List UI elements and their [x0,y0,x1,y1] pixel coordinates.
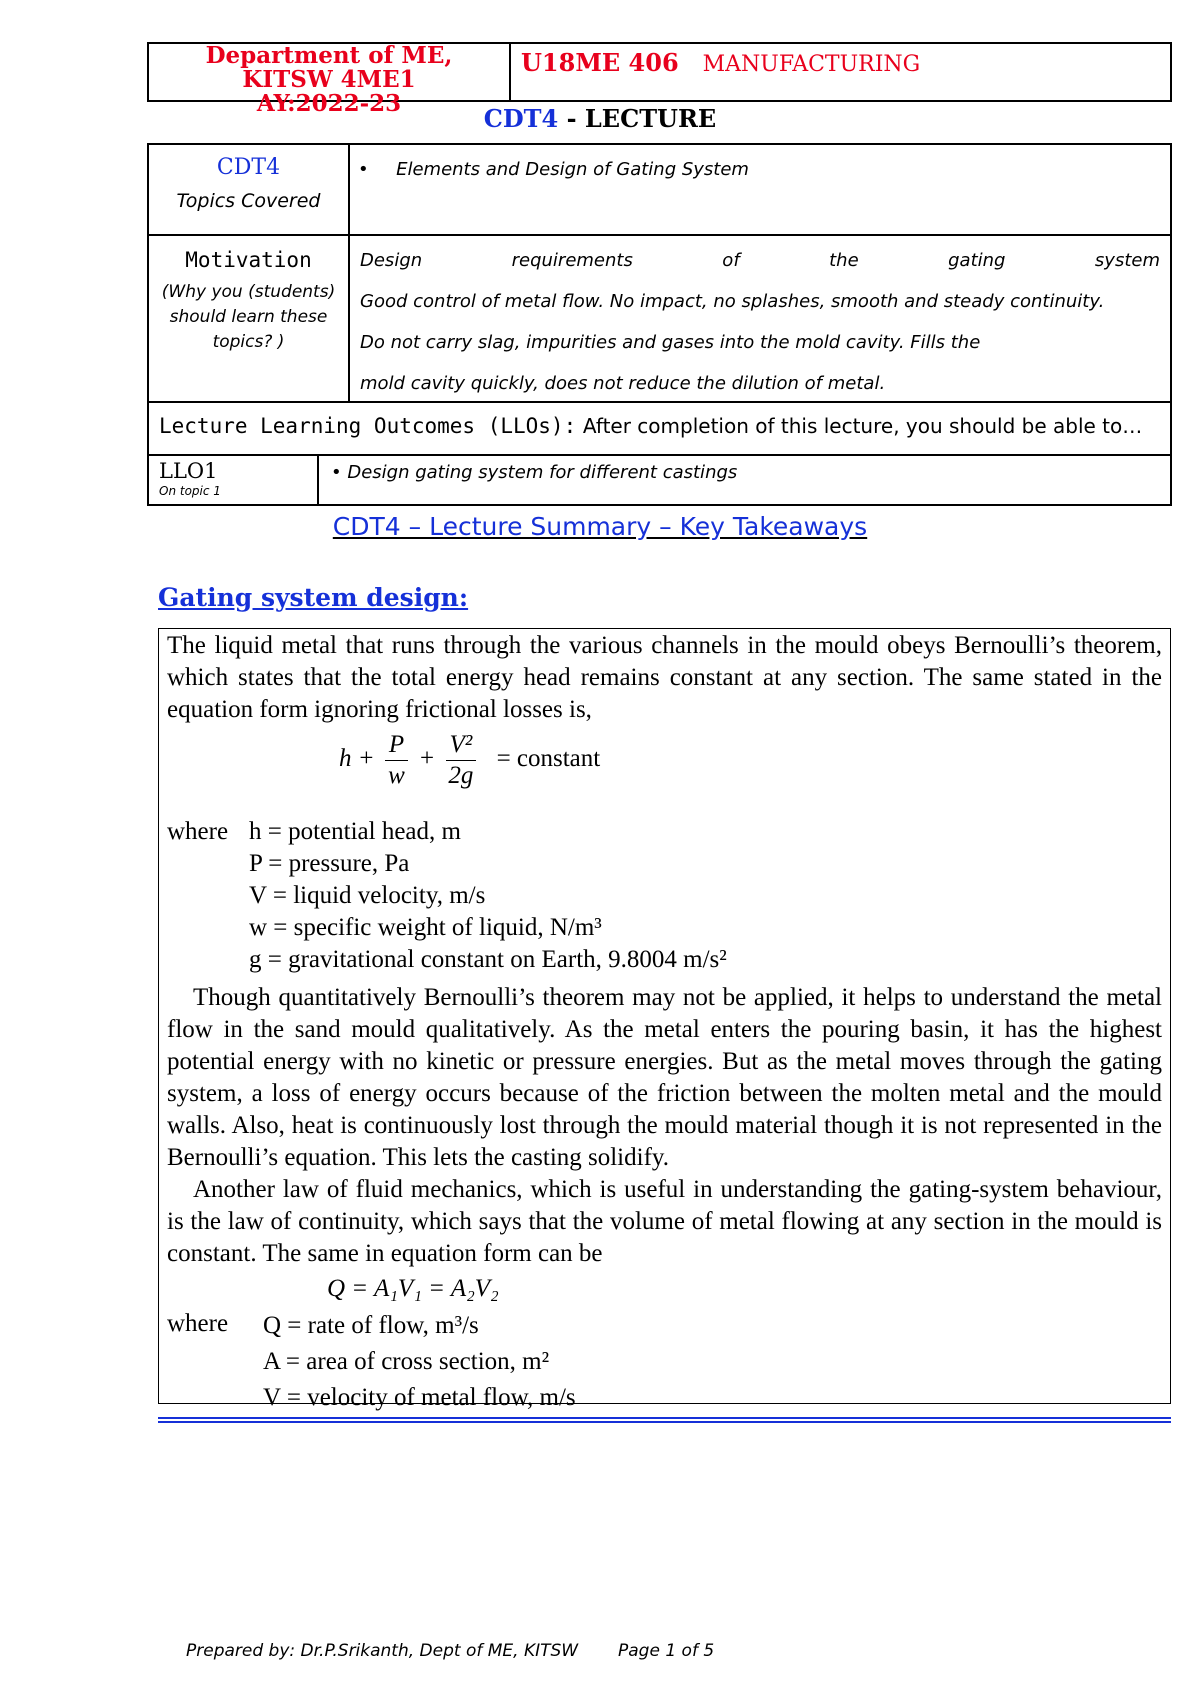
def-g: g = gravitational constant on Earth, 9.8004 m/s² [249,946,727,973]
motivation-line-2: Good control of metal flow. No impact, no splashes, smooth and steady continuity. [360,291,1105,312]
llo1-label-cell [149,456,319,504]
equation-bernoulli [167,726,1162,816]
topics-label: CDT4 [216,155,281,180]
eq1-v: V² [446,730,477,761]
department-cell [149,42,511,117]
eq1-h: h + [339,745,375,773]
topics-label-cell [149,145,350,234]
defs-continuity [167,1308,1162,1418]
course-cell [521,48,920,77]
topics-row [149,145,1170,236]
dept-line-3: AY:2022-23 [256,90,402,117]
eq1-p: P [385,730,408,761]
footer-prepared: Prepared by: Dr.P.Srikanth, Dept of ME, KITSW [186,1641,579,1661]
motivation-line-3: Do not carry slag, impurities and gases into the mold cavity. Fills the [360,332,981,353]
footer-page: Page 1 of 5 [618,1641,715,1661]
defs-bernoulli [167,816,1162,982]
para-bernoulli: The liquid metal that runs through the various channels in the mould obeys Bernoulli’s theorem, which states that the total energy head remains constant at any section. The same stated in the equation form ignoring frictional losses is, [167,632,1162,723]
topic-bullet: • [358,159,369,180]
lecture-title-rest: - LECTURE [558,104,717,133]
motivation-line-1: Design requirements of the gating system [360,250,1160,271]
lecture-title-cdt: CDT4 [483,104,559,133]
info-table [147,143,1172,506]
def-v: V = liquid velocity, m/s [249,882,486,909]
def-h: h = potential head, m [249,818,461,845]
course-name: MANUFACTURING [702,52,921,77]
eq2: Q = A₁V₁ = A₂V₂ [327,1275,499,1302]
motivation-line-4: mold cavity quickly, does not reduce the dilution of metal. [360,373,886,394]
lecture-title [0,104,1200,133]
dept-line-2: KITSW 4ME1 [242,66,416,93]
eq1-plus: + [418,745,436,773]
content-box [158,628,1171,1411]
summary-title-text: CDT4 – Lecture Summary – Key Takeaways [332,512,868,541]
def-p: P = pressure, Pa [249,850,410,877]
llo1-text: • Design gating system for different castings [331,462,738,483]
topics-cell [350,145,1170,234]
motivation-row [149,236,1170,403]
course-code: U18ME 406 [521,48,679,77]
motivation-sub: (Why you (students) should learn these topics? ) [161,282,336,352]
dept-line-1: Department of ME, [205,42,453,69]
llo-intro: After completion of this lecture, you should be able to… [582,414,1143,438]
header-box [147,42,1172,117]
para-qualitative: Though quantitatively Bernoulli’s theorem may not be applied, it helps to understand the metal flow in the sand mould qualitatively. As the metal enters the pouring basin, it has the highest potential energy with no kinetic or pressure energies. But as the metal moves through the gating system, a loss of energy occurs because of the friction between the molten metal and the mould walls. Also, heat is continuously lost through the mould material though it is not represented in the Bernoulli’s equation. This lets the casting solidify. [167,984,1162,1171]
eq1-const: = constant [496,745,601,773]
where-label-1: where [167,818,229,845]
motivation-cell [350,236,1170,401]
where-label-2: where [167,1310,229,1337]
llo-heading-row [149,403,1170,456]
equation-continuity [167,1270,1162,1308]
bottom-rule [158,1417,1171,1423]
def-a: A = area of cross section, m² [263,1348,550,1375]
llo1-label: LLO1 [159,459,218,483]
llo-heading: Lecture Learning Outcomes (LLOs): [159,414,577,438]
llo1-row [149,456,1170,504]
summary-title [0,512,1200,541]
para-continuity: Another law of fluid mechanics, which is useful in understanding the gating-system behaviour, is the law of continuity, which says that the volume of metal flowing at any section in the mould is constant. The same in equation form can be [167,1176,1162,1267]
gating-title: Gating system design: [158,583,469,612]
topic-text: Elements and Design of Gating System [396,159,749,180]
eq1-w: w [388,762,405,789]
llo1-sub: On topic 1 [159,484,221,498]
def-vel: V = velocity of metal flow, m/s [263,1384,576,1411]
topics-sublabel: Topics Covered [176,190,321,212]
eq1-2g: 2g [448,762,474,789]
motivation-label: Motivation [185,248,312,272]
motivation-label-cell [149,236,350,401]
def-w: w = specific weight of liquid, N/m³ [249,914,602,941]
def-q: Q = rate of flow, m³/s [263,1312,479,1339]
